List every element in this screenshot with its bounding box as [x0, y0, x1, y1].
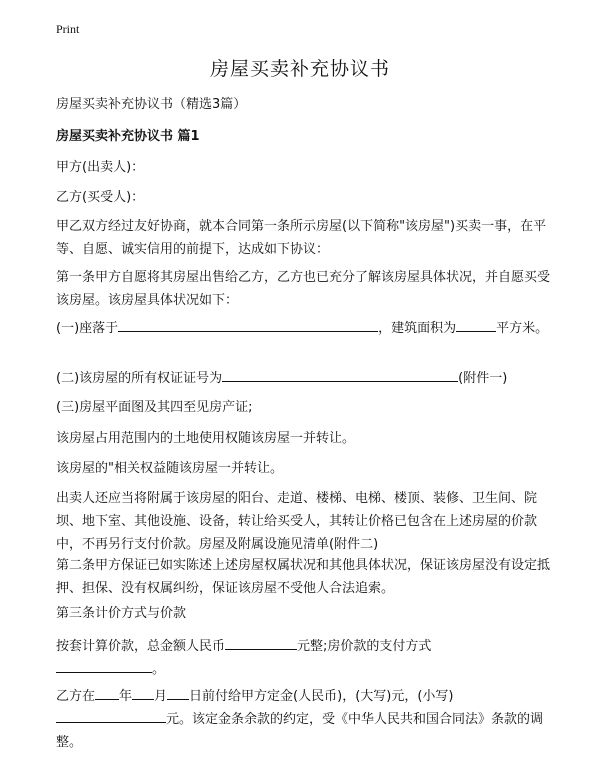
article-2-paragraph: 第二条甲方保证已如实陈述上述房屋权属状况和其他具体状况，保证该房屋没有设定抵押、担保、没有权属纠纷，保证该房屋不受他人合法追索。	[56, 558, 551, 596]
deposit-month: 月	[154, 689, 168, 704]
item-2-suffix: (附件一)	[458, 371, 508, 386]
day-blank	[167, 685, 189, 700]
price-paragraph	[56, 635, 556, 681]
article-3-heading: 第三条计价方式与价款	[56, 606, 187, 621]
month-blank	[132, 685, 154, 700]
deposit-part1: 乙方在	[56, 689, 96, 704]
item-3-paragraph: (三)房屋平面图及其四至见房产证;	[56, 400, 253, 415]
deposit-yuan: 元。该定金条余款的约定，受《中华人民共和国合同法》条款的调整。	[56, 712, 544, 750]
lowercase-amount-blank	[56, 708, 166, 723]
print-link[interactable]: Print	[56, 22, 80, 36]
deposit-day-text: 日前付给甲方定金(人民币)，(大写)元，(小写)	[189, 689, 454, 704]
year-blank	[95, 685, 119, 700]
price-middle: 元整;房价款的支付方式	[297, 639, 432, 654]
item-1-paragraph	[56, 317, 556, 340]
rights-paragraph: 该房屋的"相关权益随该房屋一并转让。	[56, 461, 283, 476]
deposit-year: 年	[119, 689, 133, 704]
area-blank	[456, 317, 496, 332]
item-1-prefix: (一)座落于	[56, 321, 119, 336]
certificate-number-blank	[222, 367, 458, 382]
payment-method-blank	[56, 658, 152, 673]
party-b-line: 乙方(买受人)：	[56, 190, 145, 205]
land-paragraph: 该房屋占用范围内的土地使用权随该房屋一并转让。	[56, 431, 356, 446]
intro-paragraph: 甲乙双方经过友好协商，就本合同第一条所示房屋(以下简称"该房屋")买卖一事，在平等、自愿、诚实信用的前提下，达成如下协议：	[56, 219, 547, 257]
document-title: 房屋买卖补充协议书	[209, 58, 390, 80]
party-a-line: 甲方(出卖人)：	[56, 160, 145, 175]
document-subtitle: 房屋买卖补充协议书（精选3篇）	[56, 97, 247, 112]
amount-blank	[225, 635, 297, 650]
location-blank	[118, 317, 378, 332]
item-1-suffix: 平方米。	[496, 321, 549, 336]
section-heading: 房屋买卖补充协议书 篇1	[56, 129, 200, 144]
item-2-prefix: (二)该房屋的所有权证证号为	[56, 371, 223, 386]
article-1-paragraph: 第一条甲方自愿将其房屋出售给乙方，乙方也已充分了解该房屋具体状况，并自愿买受该房屋。该房屋具体状况如下：	[56, 270, 551, 308]
price-suffix: 。	[152, 662, 166, 677]
item-1-middle: ，建筑面积为	[378, 321, 457, 336]
attached-facilities-paragraph: 出卖人还应当将附属于该房屋的阳台、走道、楼梯、电梯、楼顶、装修、卫生间、院坝、地下室、其他设施、设备，转让给买受人，其转让价格已包含在上述房屋的价款中，不再另行支付价款。房屋及附属设施见清单(附件二)	[56, 491, 538, 552]
price-prefix: 按套计算价款，总金额人民币	[56, 639, 226, 654]
deposit-paragraph	[56, 685, 556, 754]
item-2-paragraph	[56, 367, 556, 390]
